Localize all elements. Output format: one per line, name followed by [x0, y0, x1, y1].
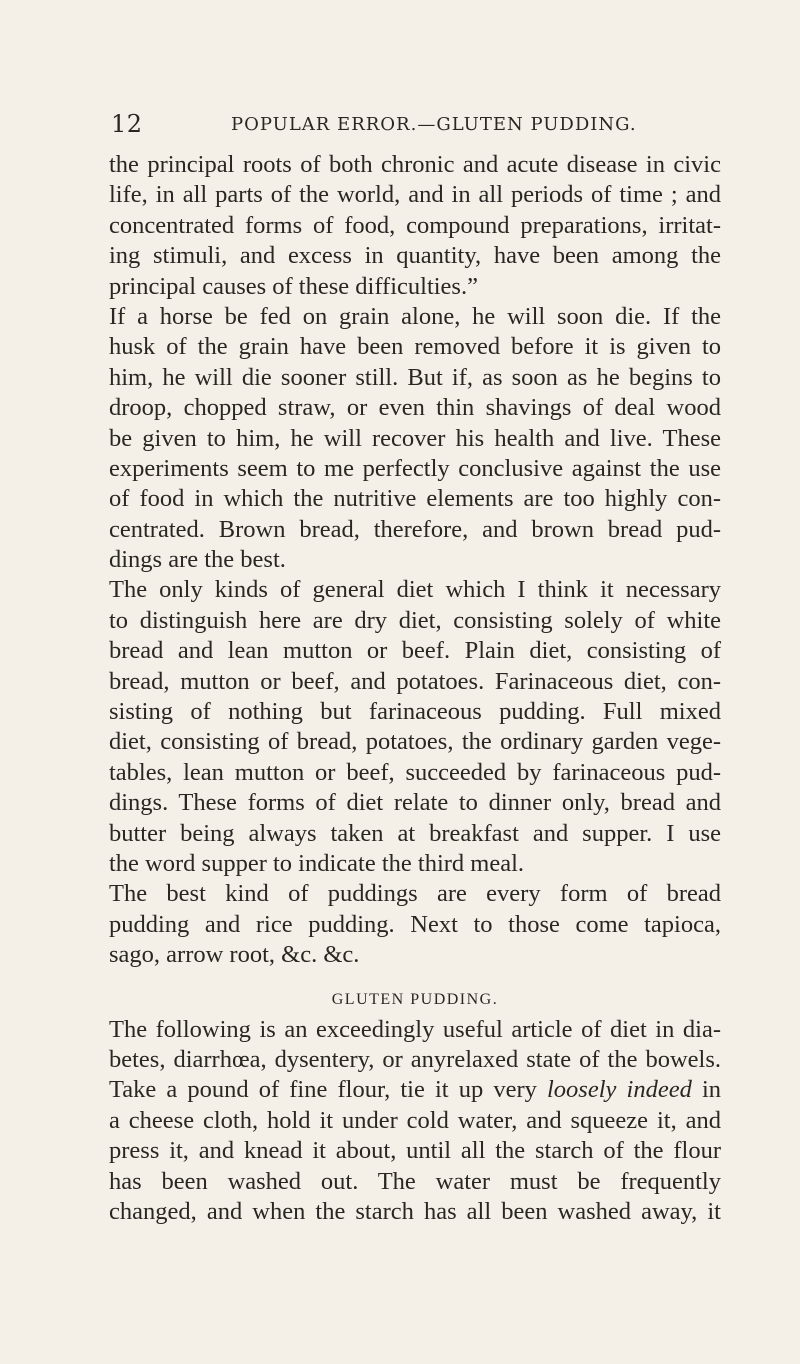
- text-line: pudding and rice pudding. Next to those come tapioca,: [109, 910, 721, 938]
- text-line: changed, and when the starch has all been washed away, it: [109, 1197, 721, 1225]
- text-line: the principal roots of both chronic and acute disease in civic: [109, 151, 721, 178]
- text-line: life, in all parts of the world, and in all periods of time ; and: [109, 181, 721, 209]
- text-line: butter being always taken at breakfast and supper. I use: [109, 819, 721, 847]
- text-line: be given to him, he will recover his health and live. These: [109, 424, 721, 452]
- text-line: diet, consisting of bread, potatoes, the ordinary garden vege-: [109, 728, 721, 756]
- paragraph-2: [109, 302, 721, 576]
- text-line: press it, and knead it about, until all the starch of the flour: [109, 1137, 721, 1165]
- text-line: The following is an exceedingly useful article of diet in dia-: [109, 1015, 721, 1043]
- text-run: Take a pound of fine flour, tie it up very: [109, 1076, 547, 1104]
- text-line: a cheese cloth, hold it under cold water, and squeeze it, and: [109, 1106, 721, 1134]
- page-number: 12: [111, 110, 143, 138]
- text-line: tables, lean mutton or beef, succeeded by farinaceous pud-: [109, 758, 721, 786]
- paragraph-1: [109, 150, 721, 302]
- text-line: The only kinds of general diet which I think it necessary: [109, 576, 721, 604]
- text-line: husk of the grain have been removed before it is given to: [109, 333, 721, 361]
- text-line: principal causes of these difficulties.”: [109, 272, 478, 300]
- text-line: ing stimuli, and excess in quantity, have been among the: [109, 242, 721, 270]
- section-heading: GLUTEN PUDDING.: [331, 990, 499, 1008]
- paragraph-3: [109, 575, 721, 879]
- text-line: experiments seem to me perfectly conclusive against the use: [109, 454, 721, 482]
- text-line: dings. These forms of diet relate to dinner only, bread and: [109, 789, 721, 817]
- text-line: concentrated forms of food, compound preparations, irritat-: [109, 211, 721, 239]
- text-line: centrated. Brown bread, therefore, and brown bread pud-: [109, 515, 721, 543]
- paragraph-4: [109, 879, 721, 970]
- text-run: in: [691, 1076, 722, 1104]
- text-line: bread and lean mutton or beef. Plain diet, consisting of: [109, 637, 721, 665]
- text-line: [109, 1075, 721, 1105]
- text-line: of food in which the nutritive elements are too highly con-: [109, 485, 721, 513]
- running-head: POPULAR ERROR.—GLUTEN PUDDING.: [231, 114, 637, 135]
- text-line: droop, chopped straw, or even thin shavings of deal wood: [109, 394, 721, 422]
- text-line: If a horse be fed on grain alone, he will soon die. If the: [109, 302, 721, 330]
- text-line: him, he will die sooner still. But if, as soon as he begins to: [109, 363, 721, 391]
- text-line: betes, diarrhœa, dysentery, or anyrelaxed state of the bowels.: [109, 1045, 721, 1073]
- text-line: sago, arrow root, &c. &c.: [109, 941, 360, 969]
- text-line: the word supper to indicate the third meal.: [109, 849, 525, 877]
- text-line: to distinguish here are dry diet, consisting solely of white: [109, 606, 721, 634]
- body-text: [109, 150, 721, 1227]
- text-line: has been washed out. The water must be frequently: [109, 1167, 721, 1195]
- text-line: sisting of nothing but farinaceous pudding. Full mixed: [109, 698, 721, 726]
- text-line: The best kind of puddings are every form of bread: [109, 880, 721, 908]
- paragraph-5: [109, 1015, 721, 1228]
- emphasis-text: loosely indeed: [547, 1076, 692, 1104]
- text-line: dings are the best.: [109, 546, 286, 574]
- text-line: bread, mutton or beef, and potatoes. Farinaceous diet, con-: [109, 667, 721, 695]
- page-header: [111, 110, 714, 140]
